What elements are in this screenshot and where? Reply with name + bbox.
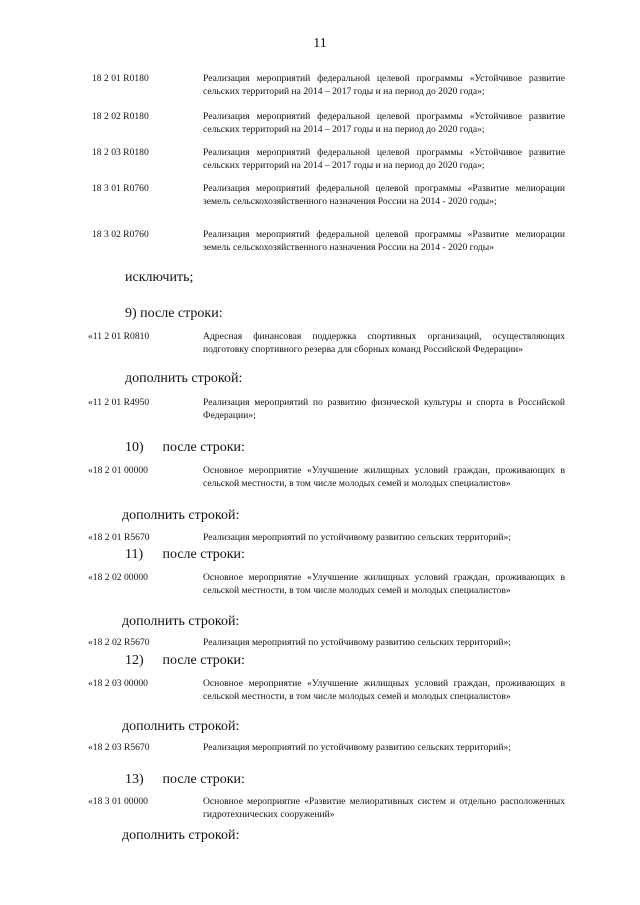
- budget-description: Реализация мероприятий по устойчивому развитию сельских территорий»;: [203, 742, 511, 753]
- budget-code: «11 2 01 R0810: [88, 331, 150, 342]
- budget-code: 18 3 01 R0760: [92, 183, 149, 194]
- budget-code: «18 2 02 R5670: [88, 637, 150, 648]
- budget-code: «18 2 03 00000: [88, 678, 148, 689]
- budget-code: «18 2 01 R5670: [88, 532, 150, 543]
- budget-description: Реализация мероприятий по устойчивому развитию сельских территорий»;: [203, 532, 511, 543]
- budget-code: «18 2 01 00000: [88, 465, 148, 476]
- budget-description: Основное мероприятие «Улучшение жилищных условий граждан, проживающих в сельской местности, в том числе молодых семей и молодых специалистов»: [203, 572, 565, 596]
- item-heading: [125, 772, 245, 788]
- add-row-label: дополнить строкой:: [122, 614, 240, 629]
- exclude-instruction: исключить;: [125, 270, 194, 285]
- budget-code: 18 2 03 R0180: [92, 147, 149, 158]
- budget-description: Основное мероприятие «Улучшение жилищных условий граждан, проживающих в сельской местности, в том числе молодых семей и молодых специалистов»: [203, 678, 565, 702]
- budget-code: 18 2 02 R0180: [92, 111, 149, 122]
- after-row-label: после строки:: [162, 772, 245, 787]
- item-number: 9): [125, 306, 137, 321]
- item-number: 12): [125, 653, 144, 668]
- after-row-label: после строки:: [140, 306, 223, 321]
- budget-code: «18 3 01 00000: [88, 796, 148, 807]
- item-heading: [125, 653, 245, 669]
- budget-description: Реализация мероприятий федеральной целевой программы «Развитие мелиорации земель сельскохозяйственного назначения России на 2014 - 2020 годы»: [203, 229, 565, 253]
- budget-description: Реализация мероприятий федеральной целевой программы «Устойчивое развитие сельских территорий на 2014 – 2017 годы и на период до 2020 года»;: [203, 73, 565, 97]
- budget-code: «18 2 02 00000: [88, 572, 148, 583]
- budget-code: 18 3 02 R0760: [92, 229, 149, 240]
- budget-description: Основное мероприятие «Развитие мелиоративных систем и отдельно расположенных гидротехнических сооружений»: [203, 796, 565, 820]
- after-row-label: после строки:: [162, 440, 245, 455]
- budget-code: «18 2 03 R5670: [88, 742, 150, 753]
- add-row-label: дополнить строкой:: [122, 719, 240, 734]
- after-row-label: после строки:: [162, 653, 245, 668]
- budget-description: Основное мероприятие «Улучшение жилищных условий граждан, проживающих в сельской местности, в том числе молодых семей и молодых специалистов»: [203, 465, 565, 489]
- budget-description: Реализация мероприятий по устойчивому развитию сельских территорий»;: [203, 637, 511, 648]
- item-heading: [125, 440, 245, 456]
- item-heading: [125, 547, 245, 563]
- item-number: 10): [125, 440, 144, 455]
- budget-description: Реализация мероприятий федеральной целевой программы «Развитие мелиорации земель сельскохозяйственного назначения России на 2014 - 2020 годы»;: [203, 183, 565, 207]
- add-row-label: дополнить строкой:: [122, 828, 240, 843]
- budget-code: 18 2 01 R0180: [92, 73, 149, 84]
- after-row-label: после строки:: [162, 547, 245, 562]
- item-number: 11): [125, 547, 144, 562]
- add-row-label: дополнить строкой:: [125, 371, 243, 386]
- add-row-label: дополнить строкой:: [122, 508, 240, 523]
- budget-description: Адресная финансовая поддержка спортивных организаций, осуществляющих подготовку спортивного резерва для сборных команд Российской Федерации»: [203, 331, 565, 355]
- budget-description: Реализация мероприятий федеральной целевой программы «Устойчивое развитие сельских территорий на 2014 – 2017 годы и на период до 2020 года»;: [203, 111, 565, 135]
- page-number: 11: [313, 36, 327, 51]
- budget-description: Реализация мероприятий федеральной целевой программы «Устойчивое развитие сельских территорий на 2014 – 2017 годы и на период до 2020 года»;: [203, 147, 565, 171]
- budget-code: «11 2 01 R4950: [88, 397, 150, 408]
- budget-description: Реализация мероприятий по развитию физической культуры и спорта в Российской Федерации»;: [203, 397, 565, 421]
- item-heading: [125, 306, 223, 322]
- item-number: 13): [125, 772, 144, 787]
